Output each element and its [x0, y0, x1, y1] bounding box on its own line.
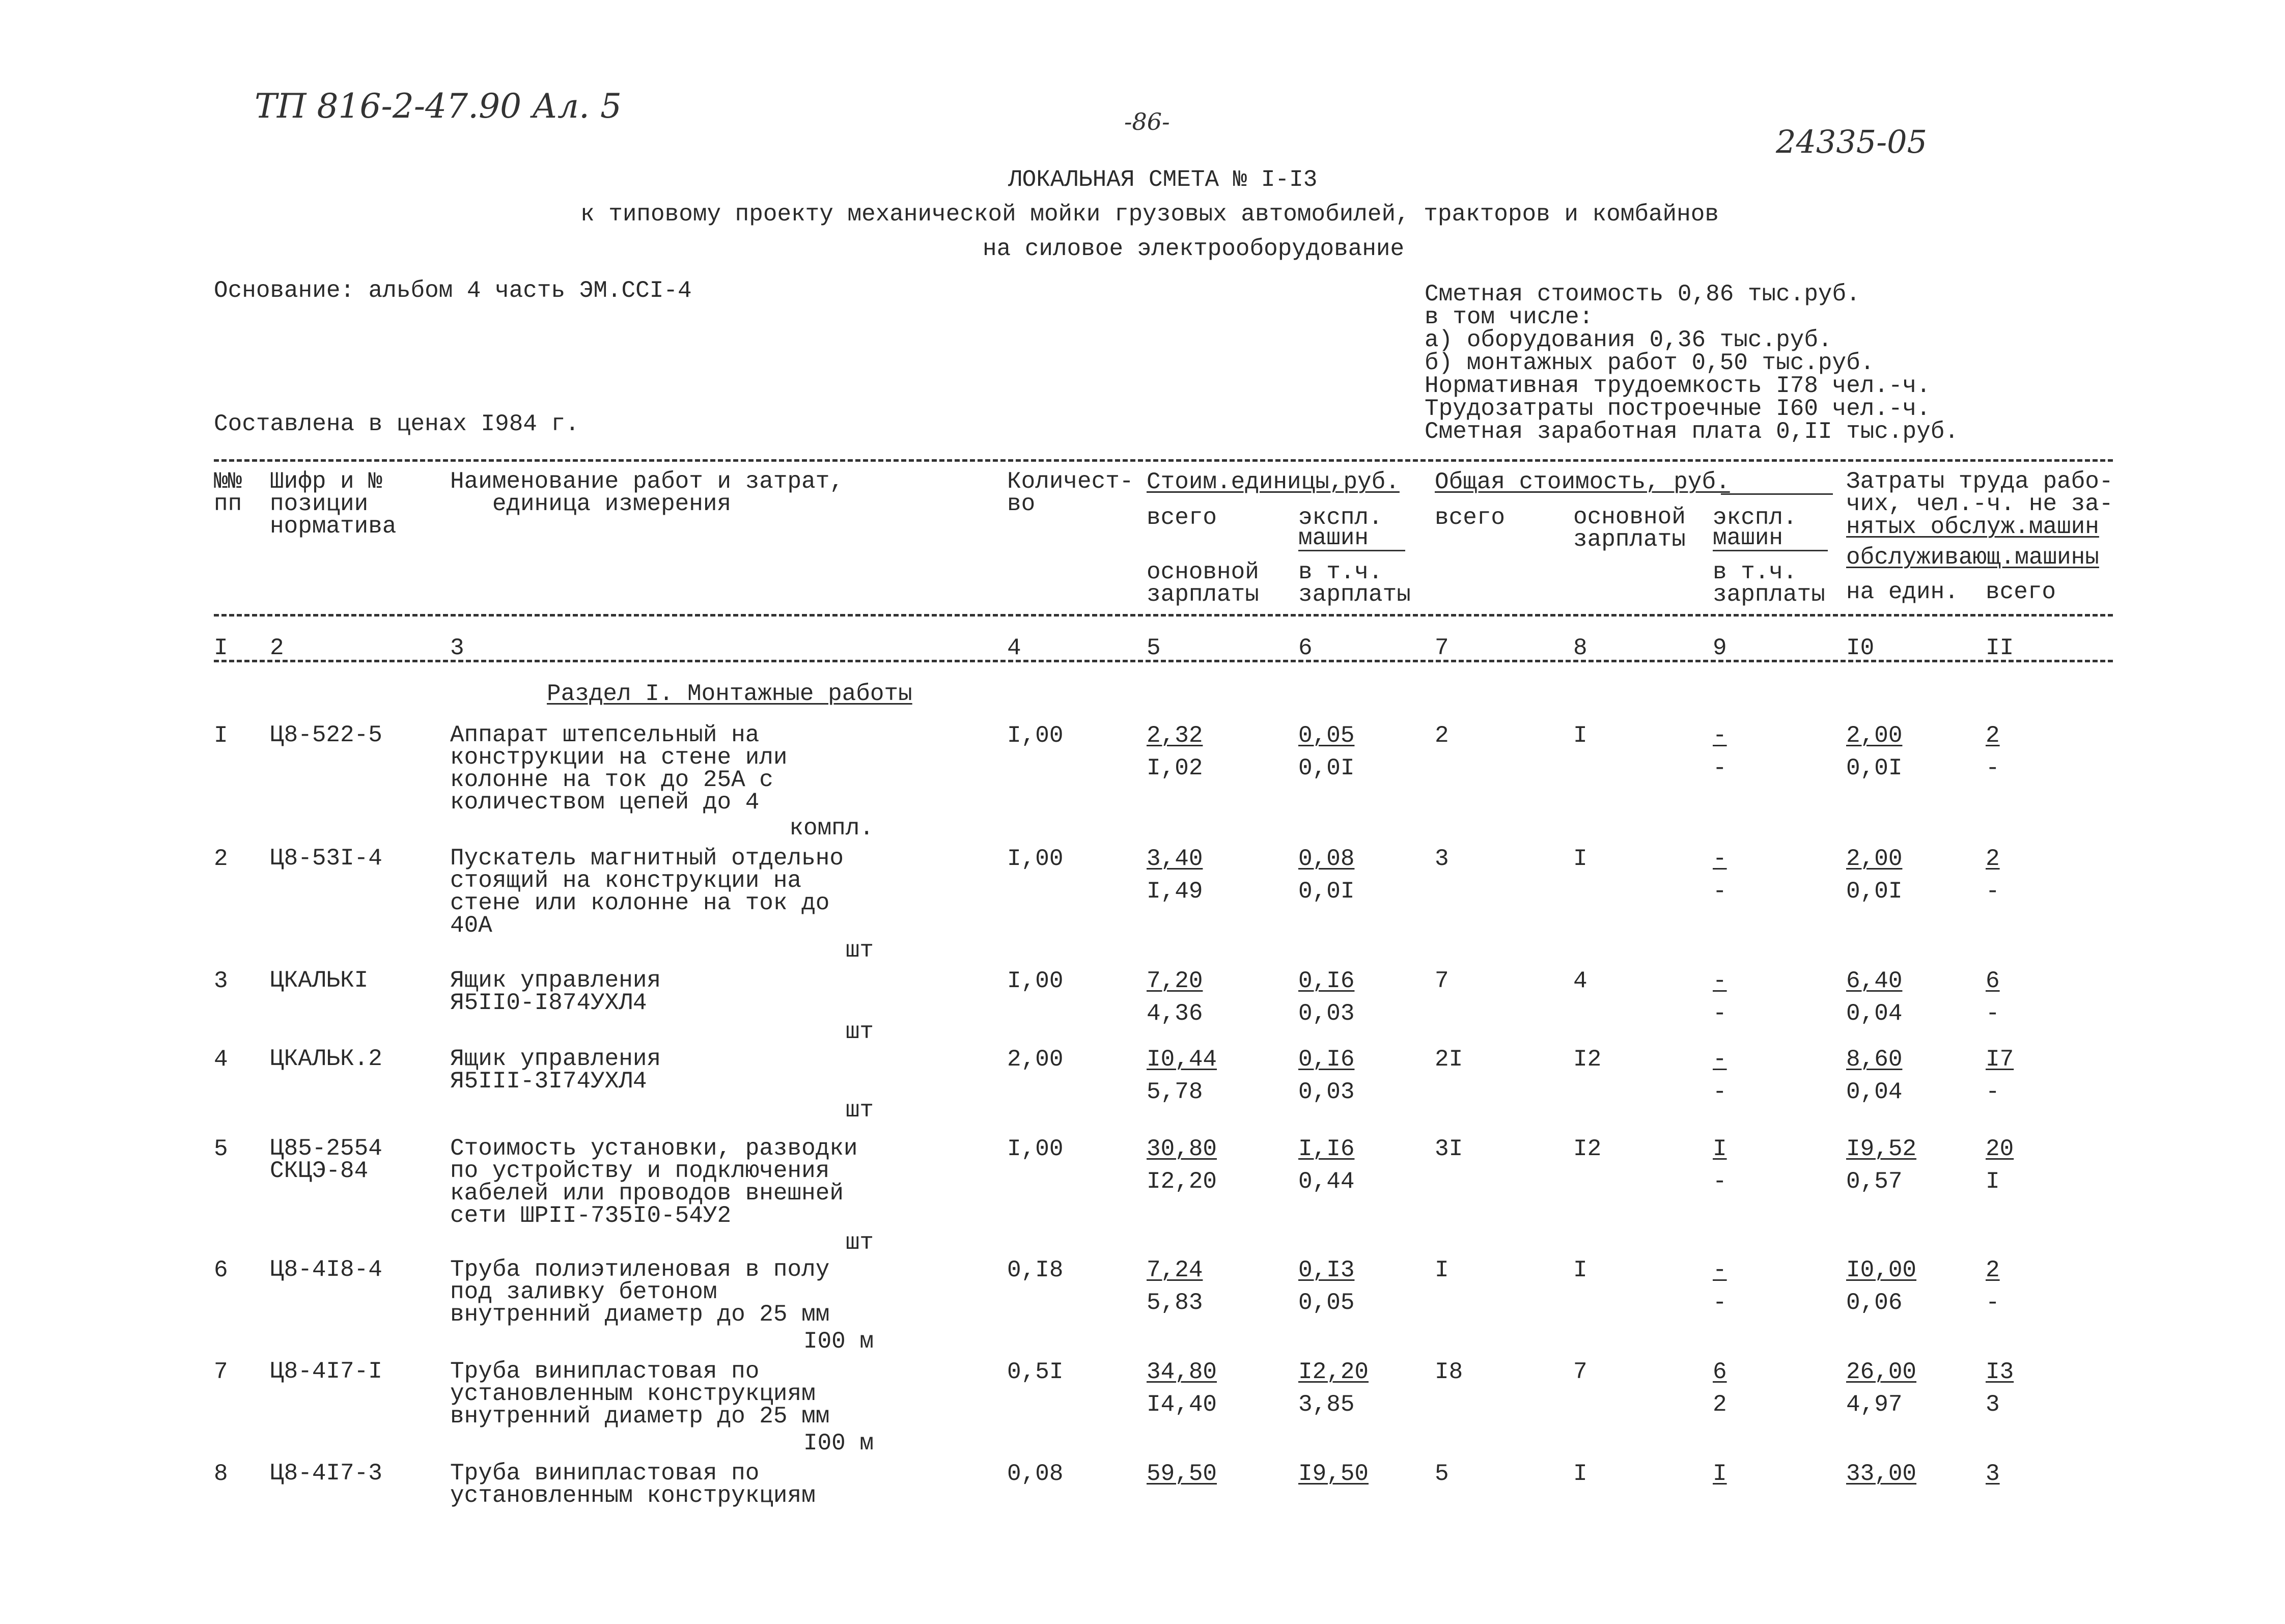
header-total-cost: Общая стоимость, руб. [1435, 469, 1730, 495]
row-labor-per-unit: 8,60 [1846, 1046, 1903, 1073]
row-unit: I00 м [803, 1430, 874, 1457]
row-total-machine-wage: - [1713, 1168, 1727, 1195]
row-unit-machine-wage: 0,03 [1298, 1000, 1355, 1027]
row-quantity: 0,08 [1007, 1461, 1064, 1487]
row-unit-machine-cost: I9,50 [1298, 1461, 1369, 1487]
row-unit-machine-cost: I,I6 [1298, 1136, 1355, 1162]
header-unit-osn: основной зарплаты [1147, 559, 1259, 608]
column-numbers-rule [214, 660, 2113, 662]
row-unit-machine-wage: 0,05 [1298, 1290, 1355, 1316]
prices-text: Составлена в ценах I984 г. [214, 411, 579, 437]
row-unit: шт [845, 937, 874, 964]
row-total-cost: I [1435, 1257, 1449, 1283]
row-unit-cost-total: 7,24 [1147, 1257, 1203, 1283]
row-work-name: Труба винипластовая по установленным конструкциям внутренний диаметр до 25 мм [450, 1358, 830, 1430]
basis-text: Основание: альбом 4 часть ЭМ.ССI-4 [214, 277, 692, 304]
row-quantity: I,00 [1007, 968, 1064, 994]
row-total-cost: 5 [1435, 1461, 1449, 1487]
row-labor-per-unit-machine: 0,04 [1846, 1000, 1903, 1027]
row-total-machine-cost: - [1713, 846, 1727, 872]
summary-line: Нормативная трудоемкость I78 чел.-ч. [1425, 373, 1931, 399]
row-quantity: 0,I8 [1007, 1257, 1064, 1283]
row-total-wage: I2 [1573, 1046, 1602, 1073]
row-labor-total: 20 [1986, 1136, 2014, 1162]
row-unit-cost-wage: I4,40 [1147, 1391, 1217, 1418]
row-total-cost: 7 [1435, 968, 1449, 994]
col-num: I0 [1846, 635, 1875, 661]
row-number: 3 [214, 968, 228, 994]
header-unit-cost: Стоим.единицы,руб. [1147, 469, 1400, 495]
row-code: Ц8-4I8-4 [270, 1256, 382, 1283]
row-code: Ц85-2554 СКЦЭ-84 [270, 1135, 382, 1184]
row-number: I [214, 722, 228, 749]
header-unit-vtch: в т.ч. зарплаты [1298, 559, 1411, 608]
row-work-name: Ящик управления Я5III-3I74УХЛ4 [450, 1046, 661, 1095]
row-unit-cost-wage: I,02 [1147, 755, 1203, 781]
header-total-cost-rule [1721, 493, 1833, 495]
page-subtitle-1: к типовому проекту механической мойки грузовых автомобилей, тракторов и комбайнов [580, 201, 1719, 228]
header-unit-total: всего [1147, 505, 1217, 531]
row-labor-per-unit: 6,40 [1846, 968, 1903, 994]
estimate-summary [1425, 283, 1959, 443]
row-unit-cost-wage: 5,83 [1147, 1290, 1203, 1316]
row-unit-machine-wage: 0,03 [1298, 1079, 1355, 1105]
row-total-cost: 2 [1435, 722, 1449, 749]
row-unit-machine-wage: 0,0I [1298, 878, 1355, 905]
header-labor-total: всего [1986, 579, 2056, 605]
row-total-machine-wage: - [1713, 1079, 1727, 1105]
row-number: 2 [214, 846, 228, 872]
header-total-expl: экспл. [1713, 505, 1797, 531]
row-labor-total: 2 [1986, 722, 2000, 749]
row-quantity: I,00 [1007, 1136, 1064, 1162]
row-labor-total: 3 [1986, 1461, 2000, 1487]
row-unit-cost-wage: I2,20 [1147, 1168, 1217, 1195]
row-labor-total: I3 [1986, 1359, 2014, 1385]
header-total-mashin-rule [1713, 550, 1828, 551]
header-col-1: №№ пп [214, 468, 242, 517]
summary-line: б) монтажных работ 0,50 тыс.руб. [1425, 350, 1875, 376]
row-total-wage: 4 [1573, 968, 1587, 994]
row-total-cost: 3I [1435, 1136, 1463, 1162]
col-num: 4 [1007, 635, 1021, 661]
header-unit-mashin: машин [1298, 525, 1369, 551]
stamp-right: 24335-05 [1776, 123, 1928, 160]
row-work-name: Ящик управления Я5II0-I874УХЛ4 [450, 967, 661, 1016]
row-unit-machine-cost: 0,I6 [1298, 968, 1355, 994]
row-labor-per-unit-machine: 0,0I [1846, 755, 1903, 781]
row-work-name: Стоимость установки, разводки по устройству и подключения кабелей или проводов внешней сети ШРII-735I0-54У2 [450, 1135, 858, 1229]
row-unit-machine-cost: 0,I3 [1298, 1257, 1355, 1283]
row-unit: шт [845, 1229, 874, 1256]
header-total-mashin: машин [1713, 525, 1784, 551]
summary-line: Сметная стоимость 0,86 тыс.руб. [1425, 281, 1860, 307]
row-total-machine-cost: I [1713, 1136, 1727, 1162]
col-num: 9 [1713, 635, 1727, 661]
row-unit: шт [845, 1019, 874, 1045]
row-total-wage: I [1573, 722, 1587, 749]
row-total-machine-cost: I [1713, 1461, 1727, 1487]
row-unit-cost-wage: 4,36 [1147, 1000, 1203, 1027]
row-total-machine-cost: - [1713, 968, 1727, 994]
row-labor-per-unit-machine: 4,97 [1846, 1391, 1903, 1418]
col-num: 7 [1435, 635, 1449, 661]
row-number: 7 [214, 1359, 228, 1385]
row-number: 8 [214, 1461, 228, 1487]
col-num: 5 [1147, 635, 1161, 661]
row-unit-machine-cost: 0,05 [1298, 722, 1355, 749]
row-total-machine-wage: - [1713, 878, 1727, 905]
row-unit-cost-total: 2,32 [1147, 722, 1203, 749]
row-number: 5 [214, 1136, 228, 1162]
row-labor-total-machine: - [1986, 1290, 2000, 1316]
row-total-machine-cost: - [1713, 1046, 1727, 1073]
row-unit: компл. [789, 815, 874, 842]
row-labor-total-machine: 3 [1986, 1391, 2000, 1418]
row-quantity: 0,5I [1007, 1359, 1064, 1385]
page-subtitle-2: на силовое электрооборудование [983, 236, 1405, 262]
header-total-osn: основной зарплаты [1573, 504, 1686, 553]
row-code: Ц8-53I-4 [270, 845, 382, 872]
header-total-vtch: в т.ч. зарплаты [1713, 559, 1825, 608]
summary-line: Сметная заработная плата 0,II тыс.руб. [1425, 418, 1959, 445]
row-unit-cost-wage: I,49 [1147, 878, 1203, 905]
row-labor-total: I7 [1986, 1046, 2014, 1073]
row-code: Ц8-522-5 [270, 722, 382, 748]
row-unit-cost-total: 34,80 [1147, 1359, 1217, 1385]
header-unit-mashin-rule [1298, 550, 1405, 551]
row-unit: шт [845, 1097, 874, 1124]
row-quantity: I,00 [1007, 846, 1064, 872]
col-num: 8 [1573, 635, 1587, 661]
row-labor-per-unit-machine: 0,06 [1846, 1290, 1903, 1316]
header-unit-expl: экспл. [1298, 505, 1383, 531]
row-unit-cost-total: 30,80 [1147, 1136, 1217, 1162]
row-total-machine-wage: - [1713, 1000, 1727, 1027]
section-title: Раздел I. Монтажные работы [547, 681, 912, 707]
header-labor-sub: обслуживающ.машины [1846, 544, 2099, 571]
col-num: 3 [450, 635, 464, 661]
row-labor-total-machine: - [1986, 878, 2000, 905]
row-work-name: Труба полиэтиленовая в полу под заливку бетоном внутренний диаметр до 25 мм [450, 1256, 830, 1328]
row-quantity: 2,00 [1007, 1046, 1064, 1073]
row-number: 6 [214, 1257, 228, 1283]
row-code: ЦКАЛЬКI [270, 967, 369, 994]
row-unit-cost-wage: 5,78 [1147, 1079, 1203, 1105]
row-unit-cost-total: 59,50 [1147, 1461, 1217, 1487]
row-number: 4 [214, 1046, 228, 1073]
header-col-2: Шифр и № позиции норматива [270, 468, 397, 540]
col-num: II [1986, 635, 2014, 661]
row-labor-total-machine: I [1986, 1168, 2000, 1195]
summary-line: в том числе: [1425, 304, 1594, 330]
row-unit-machine-wage: 3,85 [1298, 1391, 1355, 1418]
row-total-wage: I [1573, 846, 1587, 872]
row-unit: I00 м [803, 1328, 874, 1355]
row-total-cost: 2I [1435, 1046, 1463, 1073]
summary-line: а) оборудования 0,36 тыс.руб. [1425, 327, 1832, 353]
row-total-wage: I [1573, 1257, 1587, 1283]
row-unit-machine-cost: I2,20 [1298, 1359, 1369, 1385]
row-unit-machine-wage: 0,0I [1298, 755, 1355, 781]
row-total-machine-wage: 2 [1713, 1391, 1727, 1418]
row-unit-machine-wage: 0,44 [1298, 1168, 1355, 1195]
col-num: 2 [270, 635, 284, 661]
row-total-machine-cost: 6 [1713, 1359, 1727, 1385]
row-total-machine-cost: - [1713, 722, 1727, 749]
row-unit-cost-total: 3,40 [1147, 846, 1203, 872]
header-total-all: всего [1435, 505, 1506, 531]
row-work-name: Труба винипластовая по установленным конструкциям [450, 1460, 816, 1509]
row-total-cost: I8 [1435, 1359, 1463, 1385]
page-title: ЛОКАЛЬНАЯ СМЕТА № I-I3 [1008, 166, 1318, 193]
row-labor-total-machine: - [1986, 755, 2000, 781]
row-total-cost: 3 [1435, 846, 1449, 872]
row-work-name: Пускатель магнитный отдельно стоящий на конструкции на стене или колонне на ток до 40А [450, 845, 844, 939]
row-labor-per-unit: 2,00 [1846, 722, 1903, 749]
row-code: ЦКАЛЬК.2 [270, 1046, 382, 1072]
row-total-wage: I [1573, 1461, 1587, 1487]
row-labor-per-unit: I9,52 [1846, 1136, 1917, 1162]
summary-line: Трудозатраты построечные I60 чел.-ч. [1425, 396, 1931, 422]
row-work-name: Аппарат штепсельный на конструкции на стене или колонне на ток до 25А с количеством цепей до 4 [450, 722, 788, 816]
row-code: Ц8-4I7-3 [270, 1460, 382, 1487]
row-total-machine-wage: - [1713, 755, 1727, 781]
row-total-machine-cost: - [1713, 1257, 1727, 1283]
row-total-wage: I2 [1573, 1136, 1602, 1162]
row-unit-machine-cost: 0,I6 [1298, 1046, 1355, 1073]
header-col-4: Количест- во [1007, 468, 1134, 517]
row-labor-total: 2 [1986, 846, 2000, 872]
row-unit-cost-total: 7,20 [1147, 968, 1203, 994]
row-labor-total: 6 [1986, 968, 2000, 994]
header-col-3: Наименование работ и затрат, единица измерения [450, 468, 844, 517]
header-labor: Затраты труда рабо- чих, чел.-ч. не за- [1846, 468, 2113, 517]
row-total-machine-wage: - [1713, 1290, 1727, 1316]
row-labor-per-unit-machine: 0,0I [1846, 878, 1903, 905]
row-quantity: I,00 [1007, 722, 1064, 749]
row-labor-per-unit: 26,00 [1846, 1359, 1917, 1385]
page-number: -86- [1124, 108, 1170, 135]
row-labor-per-unit: I0,00 [1846, 1257, 1917, 1283]
row-labor-total-machine: - [1986, 1079, 2000, 1105]
header-labor-underlined: нятых обслуж.машин [1846, 514, 2099, 540]
row-unit-cost-total: I0,44 [1147, 1046, 1217, 1073]
row-labor-per-unit: 33,00 [1846, 1461, 1917, 1487]
row-labor-per-unit-machine: 0,04 [1846, 1079, 1903, 1105]
col-num: 6 [1298, 635, 1313, 661]
row-labor-total-machine: - [1986, 1000, 2000, 1027]
header-bottom-rule [214, 614, 2113, 617]
row-total-wage: 7 [1573, 1359, 1587, 1385]
header-top-rule [214, 459, 2113, 462]
header-labor-per-unit: на един. [1846, 579, 1959, 605]
stamp-left: ТП 816-2-47.90 Ал. 5 [255, 87, 622, 126]
row-labor-total: 2 [1986, 1257, 2000, 1283]
row-labor-per-unit-machine: 0,57 [1846, 1168, 1903, 1195]
row-unit-machine-cost: 0,08 [1298, 846, 1355, 872]
col-num: I [214, 635, 228, 661]
row-code: Ц8-4I7-I [270, 1358, 382, 1385]
row-labor-per-unit: 2,00 [1846, 846, 1903, 872]
